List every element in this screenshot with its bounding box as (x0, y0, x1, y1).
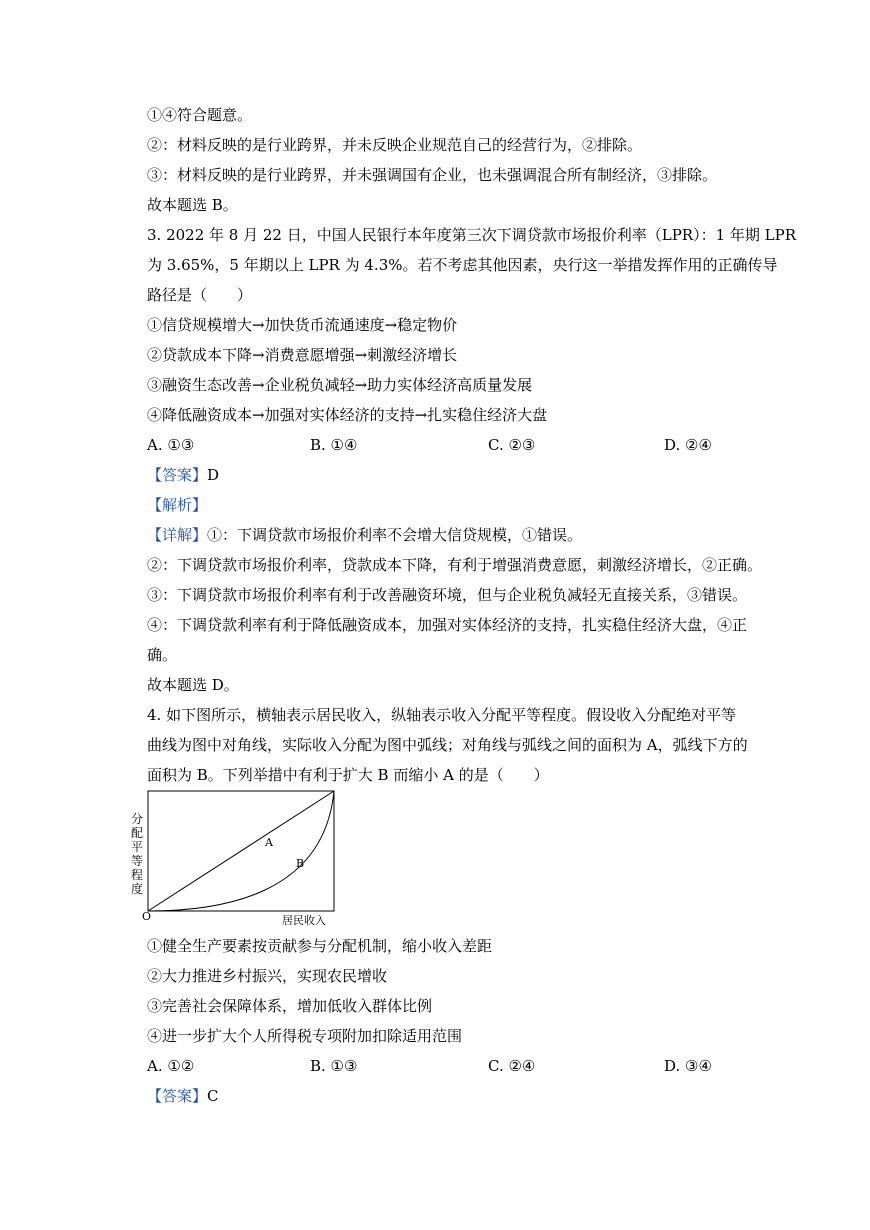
answer-value: C (207, 1087, 219, 1105)
x-axis-label: 居民收入 (282, 914, 326, 927)
detail-line: ③：下调贷款市场报价利率有利于改善融资环境，但与企业税负减轻无直接关系，③错误。 (147, 586, 748, 604)
option-c: C. ②③ (488, 436, 536, 454)
answer-tag: 【答案】 (147, 466, 208, 484)
option-d: D. ③④ (664, 1057, 712, 1075)
text-line: ②：材料反映的是行业跨界，并未反映企业规范自己的经营行为，②排除。 (147, 136, 643, 154)
option-c: C. ②④ (488, 1057, 536, 1075)
question-3-options (0, 435, 870, 455)
option-a: A. ①③ (147, 436, 195, 454)
statement-2: ②贷款成本下降→消费意愿增强→刺激经济增长 (147, 346, 458, 364)
question-3-stem: 为 3.65%，5 年期以上 LPR 为 4.3%。若不考虑其他因素，央行这一举措发挥作用的正确传导 (147, 256, 778, 274)
statement-1: ①健全生产要素按贡献参与分配机制，缩小收入差距 (147, 937, 493, 955)
answer-line (147, 1086, 219, 1106)
statement-3: ③融资生态改善→企业税负减轻→助力实体经济高质量发展 (147, 376, 533, 394)
option-b: B. ①④ (310, 436, 358, 454)
option-a: A. ①② (147, 1057, 195, 1075)
statement-2: ②大力推进乡村振兴，实现农民增收 (147, 967, 388, 985)
statement-3: ③完善社会保障体系，增加低收入群体比例 (147, 997, 433, 1015)
statement-4: ④进一步扩大个人所得税专项附加扣除适用范围 (147, 1027, 463, 1045)
analysis-tag: 【解析】 (147, 496, 208, 514)
option-b: B. ①③ (310, 1057, 358, 1075)
question-4-stem: 4. 如下图所示，横轴表示居民收入，纵轴表示收入分配平等程度。假设收入分配绝对平等 (147, 706, 737, 724)
area-b-label: B (296, 857, 305, 870)
option-d: D. ②④ (664, 436, 712, 454)
analysis-line (147, 495, 207, 515)
detail-line: ②：下调贷款市场报价利率，贷款成本下降，有利于增强消费意愿，刺激经济增长，②正确。 (147, 556, 763, 574)
text-line: 故本题选 B。 (147, 196, 238, 214)
question-4-stem: 面积为 B。下列举措中有利于扩大 B 而缩小 A 的是（ ） (147, 766, 549, 784)
statement-4: ④降低融资成本→加强对实体经济的支持→扎实稳住经济大盘 (147, 406, 548, 424)
income-distribution-figure (124, 784, 344, 934)
question-3-stem: 路径是（ ） (147, 286, 253, 304)
text-line: ①④符合题意。 (147, 106, 253, 124)
question-3-stem: 3. 2022 年 8 月 22 日，中国人民银行本年度第三次下调贷款市场报价利率（LPR）：1 年期 LPR (147, 226, 797, 244)
equality-diagonal (148, 791, 334, 911)
answer-line (147, 465, 219, 485)
detail-tag: 【详解】 (147, 526, 208, 544)
answer-tag: 【答案】 (147, 1087, 208, 1105)
detail-text: ①：下调贷款市场报价利率不会增大信贷规模，①错误。 (207, 526, 583, 544)
text-line: 故本题选 D。 (147, 676, 239, 694)
origin-label: O (142, 910, 152, 923)
answer-value: D (207, 466, 220, 484)
statement-1: ①信贷规模增大→加快货币流通速度→稳定物价 (147, 316, 458, 334)
figure-graphic (124, 784, 344, 934)
area-a-label: A (265, 836, 273, 849)
detail-line (147, 525, 582, 545)
question-4-options (0, 1056, 870, 1076)
y-axis-label: 分配平等程度 (130, 812, 143, 896)
detail-line: 确。 (147, 646, 178, 664)
detail-line: ④：下调贷款利率有利于降低融资成本，加强对实体经济的支持，扎实稳住经济大盘，④正 (147, 616, 748, 634)
question-4-stem: 曲线为图中对角线，实际收入分配为图中弧线；对角线与弧线之间的面积为 A，弧线下方的 (147, 736, 748, 754)
text-line: ③：材料反映的是行业跨界，并未强调国有企业，也未强调混合所有制经济，③排除。 (147, 166, 718, 184)
